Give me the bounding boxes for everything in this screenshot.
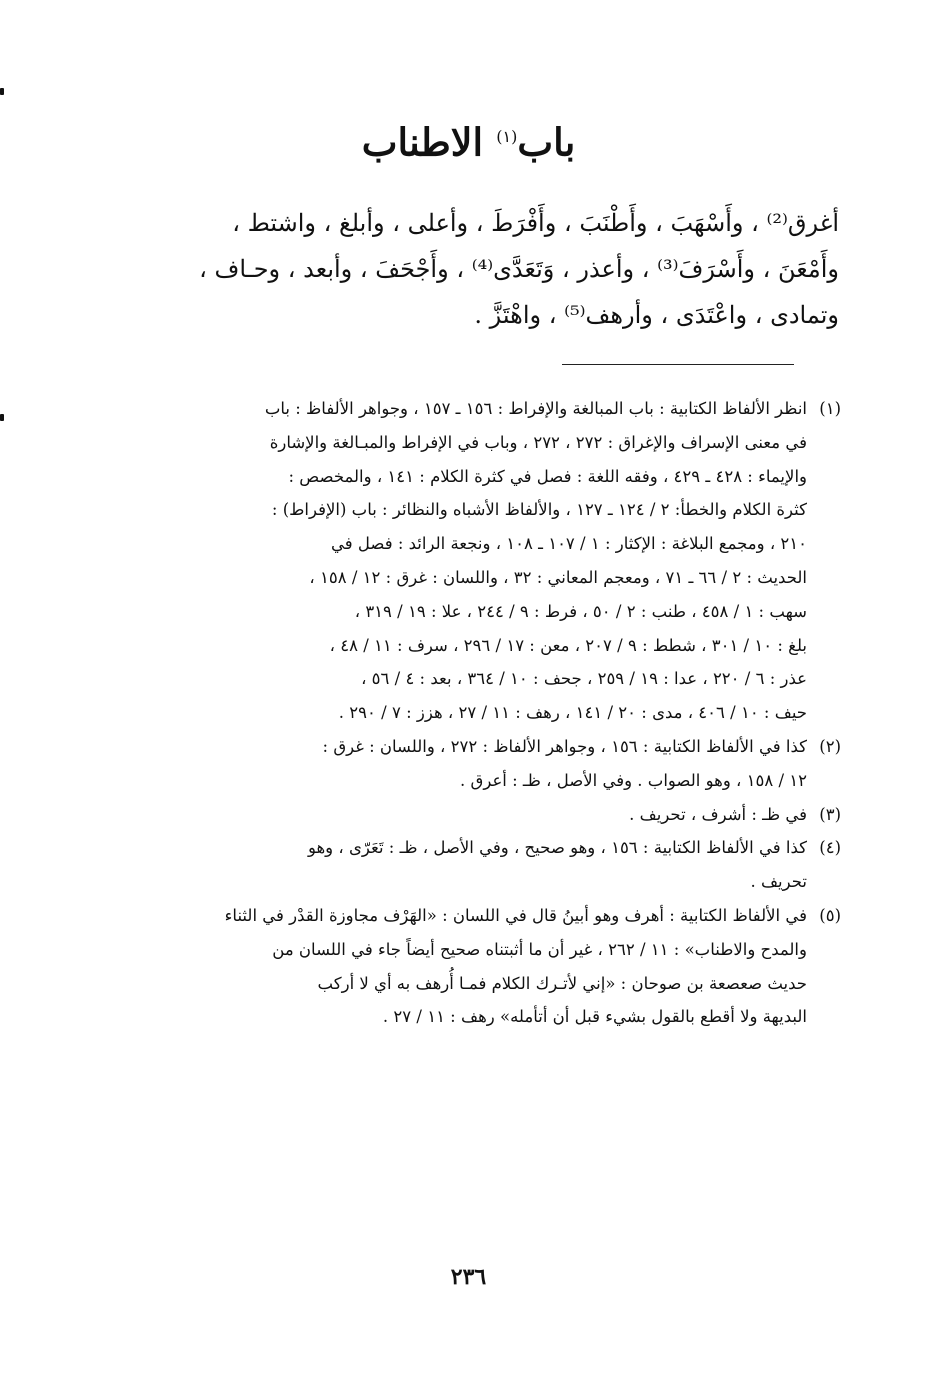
footnote-line: ٢١٠ ، ومجمع البلاغة : الإكثار : ١ / ١٠٧ ـ ١٠٨ ، ونجعة الرائد : فصل في xyxy=(331,534,807,554)
footnote-marker: (٤) xyxy=(819,838,841,858)
footnote-line: كذا في الألفاظ الكتابية : ١٥٦ ، وجواهر الألفاظ : ٢٧٢ ، واللسان : غرق : xyxy=(322,736,807,756)
footnote-1 xyxy=(141,392,841,730)
footnote-line: سهب : ١ / ٤٥٨ ، طنب : ٢ / ٥٠ ، فرط : ٩ / ٢٤٤ ، علا : ١٩ / ٣١٩ ، xyxy=(354,601,807,621)
footnote-line: بلغ : ١٠ / ٣٠١ ، شطط : ٩ / ٢٠٧ ، معن : ١٧ / ٢٩٦ ، سرف : ١١ / ٤٨ ، xyxy=(329,635,807,655)
footnote-line: والمدح والاطناب» : ١١ / ٢٦٢ ، غير أن ما أثبتناه صحيح أيضاً جاء في اللسان من xyxy=(272,939,807,959)
footnote-line: عذر : ٦ / ٢٢٠ ، عدا : ١٩ / ٢٥٩ ، جحف : ١٠ / ٣٦٤ ، بعد : ٤ / ٥٦ ، xyxy=(361,669,807,689)
footnote-marker: (١) xyxy=(819,399,841,418)
footnotes xyxy=(141,392,841,1034)
footnote-line: كذا في الألفاظ الكتابية : ١٥٦ ، وهو صحيح ، وفي الأصل ، ظـ : تَعَرّى ، وهو xyxy=(307,838,807,858)
main-line: أغرق⁽²⁾ ، وأَسْهَبَ ، وأَطْنَبَ ، وأَفْرَطَ ، وأعلى ، وأبلغ ، واشتط ، xyxy=(232,209,839,237)
footnote-line: في ظـ : أشرف ، تحريف . xyxy=(629,804,807,824)
main-line: وأَمْعَنَ ، وأَسْرَفَ⁽³⁾ ، وأعذر ، وَتَعَدَّى⁽⁴⁾ ، وأَجْحَفَ ، وأبعد ، وحـاف ، xyxy=(199,255,839,283)
footnote-marker: (٢) xyxy=(819,736,841,756)
footnote-line: في معنى الإسراف والإغراق : ٢٧٢ ، ٢٧٢ ، وباب في الإفراط والمبـالغة والإشارة xyxy=(269,432,807,452)
title-word-itnab: الاطناب xyxy=(361,119,484,165)
footnote-line: حيف : ١٠ / ٤٠٦ ، مدى : ٢٠ / ١٤١ ، رهف : ١١ / ٢٧ ، هزز : ٧ / ٢٩٠ . xyxy=(338,703,807,723)
footnote-line: الحديث : ٢ / ٦٦ ـ ٧١ ، ومعجم المعاني : ٣٢ ، واللسان : غرق : ١٢ / ١٥٨ ، xyxy=(309,567,807,587)
main-paragraph xyxy=(133,200,839,338)
footnote-line: كثرة الكلام والخطأ: ٢ / ١٢٤ ـ ١٢٧ ، والألفاظ الأشباه والنظائر : باب (الإفراط) : xyxy=(271,500,807,520)
footnote-line: تحريف . xyxy=(750,872,807,892)
footnote-line: والإيماء : ٤٢٨ ـ ٤٢٩ ، وفقه اللغة : فصل في كثرة الكلام : ١٤١ ، والمخصص : xyxy=(288,466,807,486)
footnote-3 xyxy=(141,798,841,832)
footnote-marker: (٥) xyxy=(819,905,841,925)
footnote-line: البديهة ولا أقطع بالقول بشيء قبل أن أتأمله» رهف : ١١ / ٢٧ . xyxy=(382,1007,807,1027)
scan-speck xyxy=(0,88,4,95)
scan-speck xyxy=(0,414,4,421)
footnote-line: في الألفاظ الكتابية : أهرف وهو أبينُ قال في اللسان : «الهَرْف مجاوزة القدْر في الثناء xyxy=(224,905,807,925)
footnote-5 xyxy=(141,899,841,1034)
footnote-2 xyxy=(141,730,841,798)
footnote-line: حديث صعصعة بن صوحان : «إني لأتـرك الكلام فمـا أُرهف به أي لا أركب xyxy=(317,973,807,993)
footnote-line: انظر الألفاظ الكتابية : باب المبالغة والإفراط : ١٥٦ ـ ١٥٧ ، وجواهر الألفاظ : باب xyxy=(264,399,807,418)
footnote-separator xyxy=(562,364,794,365)
footnote-marker: (٣) xyxy=(819,804,841,824)
main-line: وتمادى ، واعْتَدَى ، وأرهف⁽⁵⁾ ، واهْتَزَّ . xyxy=(474,301,839,329)
footnote-line: ١٢ / ١٥٨ ، وهو الصواب . وفي الأصل ، ظـ : أعرق . xyxy=(460,770,807,790)
title-word-bab: باب xyxy=(517,119,576,165)
title-footnote-ref: (١) xyxy=(496,127,518,146)
page-title xyxy=(100,112,837,168)
footnote-4 xyxy=(141,831,841,899)
page-number: ٢٣٦ xyxy=(450,1264,487,1290)
